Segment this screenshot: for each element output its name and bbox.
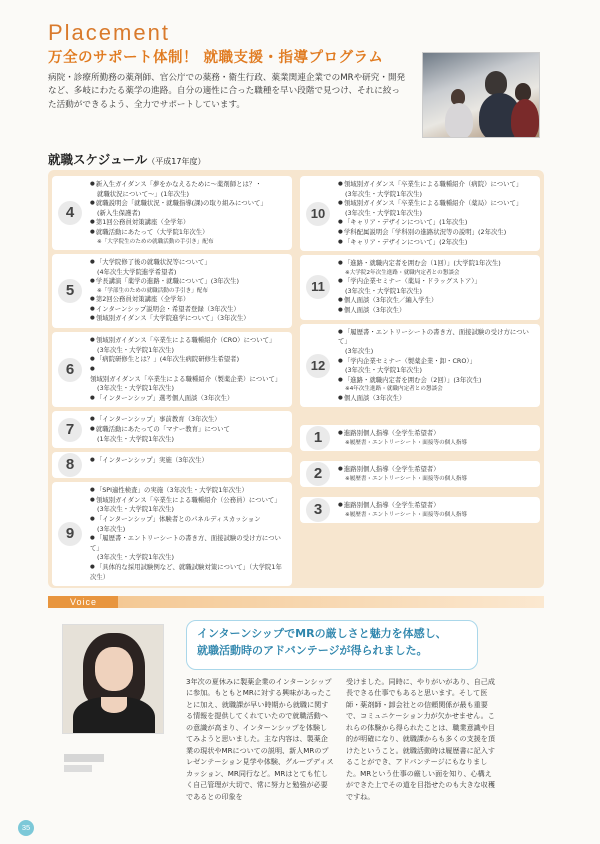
schedule-item: (3年次生・大学院1年次生) — [97, 384, 175, 393]
schedule-item: (3年次生・大学院1年次生) — [345, 286, 423, 295]
schedule-card-month-11 — [300, 255, 540, 319]
schedule-item: ● 進路別個人指導（全学生希望者） — [338, 501, 534, 511]
schedule-item: ● 「進路・就職内定者を囲む会（2回）」(3年次生) — [338, 376, 534, 386]
schedule-card-month-1 — [300, 425, 540, 451]
office-photo — [422, 52, 540, 138]
schedule-item: ● 学長講演「薬学の進路・就職について」(3年次生) — [90, 277, 286, 287]
month-number: 1 — [306, 426, 330, 450]
page-title: Placement — [48, 20, 170, 45]
schedule-item: ● 領域別ガイダンス「卒業生による職種紹介（製薬企業）について」 — [90, 365, 286, 384]
voice-bar — [48, 596, 544, 608]
schedule-item: ● 領域別ガイダンス「卒業生による職種紹介（薬局）について」 — [338, 199, 534, 209]
schedule-item: ● 「進路・就職内定者を囲む会（1回）」(大学院1年次生) — [338, 259, 534, 269]
schedule-item: ● 「学内企業セミナー（薬局・ドラッグストア）」 — [338, 277, 534, 287]
schedule-title: 就職スケジュール（平成17年度） — [48, 152, 206, 167]
voice-body-column-2: 受けました。同時に、やりがいがあり、自己成長できる仕事でもあると思います。そして医師・薬剤師・卸会社との信頼関係が最も重要で、コミュニケーション力が欠かせません。これらの体験から得られたことは、職業意識や目的が明確になり、就職課からも多くの支援を頂けたということ。就職活動時は履歴書に記入することができ、アドバンテージにもなりました。MRという仕事の厳しい面を知り、心構えができた上でその道を目指せたのも大きな収穫ですね。 — [346, 677, 495, 801]
schedule-item: ● 「キャリア・デザインについて」(1年次生) — [338, 218, 534, 228]
schedule-card-month-3 — [300, 497, 540, 523]
schedule-item: ● 就職活動にあたって（大学院1年次生） — [90, 228, 286, 238]
intro-text: 病院・診療所勤務の薬剤師、官公庁での薬務・衛生行政、薬業関連企業でのMRや研究・開発など、多岐にわたる薬学の進路。自分の適性に合った職種を早い段階で見つけ、それに絞った活動ができるよう、全力でサポートしています。 — [48, 73, 406, 110]
schedule-item: (3年次生・大学院1年次生) — [345, 208, 423, 217]
schedule-item: (1年次生・大学院1年次生) — [97, 434, 175, 443]
schedule-item: ● 就職説明会「就職状況・就職指導(課)の取り組みについて」 — [90, 199, 286, 209]
schedule-column-right — [300, 176, 540, 527]
schedule-item: 就職状況について～」(1年次生) — [97, 189, 190, 198]
month-number: 4 — [58, 201, 82, 225]
schedule-item: ● 個人面談（3年次生） — [338, 306, 534, 316]
schedule-item: ● 「大学院修了後の就職状況等について」 — [90, 258, 286, 268]
schedule-item: ● 「履歴書・エントリーシートの書き方、面接試験の受け方について」 — [90, 534, 286, 553]
schedule-note: ※ 「大学院生のための就職活動の手引き」配布 — [90, 238, 286, 246]
schedule-item: ● 「病院研修生とは？」(4年次生病院研修生希望者) — [90, 355, 286, 365]
schedule-item: ● 新入生ガイダンス「夢をかなえるために～薬剤師とは？・ — [90, 180, 286, 190]
voice-label: Voice — [48, 596, 118, 608]
schedule-column-left — [52, 176, 292, 590]
schedule-item: ● 領域別ガイダンス「卒業生による職種紹介（公務員）について」 — [90, 496, 286, 506]
month-number: 7 — [58, 418, 82, 442]
schedule-item: ● 「履歴書・エントリーシートの書き方、面接試験の受け方について」 — [338, 328, 534, 347]
schedule-card-month-8 — [52, 452, 292, 478]
schedule-item: ● 第1回公務員対策講座（全学年） — [90, 218, 286, 228]
page-subtitle: 万全のサポート体制！ 就職支援・指導プログラム — [48, 50, 384, 66]
schedule-note: ※ 4年次生進路・就職内定者との懇談会 — [338, 385, 534, 393]
schedule-item: ● 「キャリア・デザインについて」(2年次生) — [338, 238, 534, 248]
schedule-card-month-2 — [300, 461, 540, 487]
schedule-item: ● 就職活動にあたっての「マナー教育」について — [90, 425, 286, 435]
schedule-item: ● 「インターンシップ」事前教育（3年次生） — [90, 415, 286, 425]
student-name-blurred — [64, 754, 104, 762]
schedule-note: ※ 履歴書・エントリーシート・面接等の個人指導 — [338, 475, 534, 483]
schedule-item: (3年次生・大学院1年次生) — [345, 366, 423, 375]
schedule-item: ● 「学内企業セミナー（製薬企業・卸・CRO）」 — [338, 357, 534, 367]
schedule-item: ● 領域別ガイダンス「卒業生による職種紹介（病院）について」 — [338, 180, 534, 190]
schedule-item: ● 「インターンシップ」選考個人面談（3年次生） — [90, 394, 286, 404]
schedule-card-month-10 — [300, 176, 540, 251]
month-number: 11 — [306, 275, 330, 299]
schedule-item: (3年次生・大学院1年次生) — [97, 345, 175, 354]
month-number: 6 — [58, 358, 82, 382]
page-number: 35 — [18, 820, 34, 836]
schedule-item: ● 「SPI適性検査」の実施（3年次生・大学院1年次生） — [90, 486, 286, 496]
month-number: 8 — [58, 453, 82, 477]
schedule-item: ● 進路別個人指導（全学生希望者） — [338, 465, 534, 475]
schedule-item: (3年次生・大学院1年次生) — [345, 189, 423, 198]
student-photo — [62, 624, 164, 734]
schedule-board — [48, 170, 544, 588]
month-number: 12 — [306, 354, 330, 378]
schedule-note: ※ 大学院2年次生進路・就職内定者との懇談会 — [338, 269, 534, 277]
month-number: 10 — [306, 202, 330, 226]
schedule-item: (3年次生・大学院1年次生) — [97, 553, 175, 562]
schedule-card-month-7 — [52, 411, 292, 448]
month-number: 9 — [58, 522, 82, 546]
schedule-card-month-5 — [52, 254, 292, 328]
schedule-item: (3年次生・大学院1年次生) — [97, 505, 175, 514]
month-number: 3 — [306, 498, 330, 522]
schedule-card-month-6 — [52, 332, 292, 407]
schedule-item: ● 「具体的な採用試験例など、就職試験対策について」（大学院1年次生） — [90, 563, 286, 582]
schedule-item: ● 「インターンシップ」実施（3年次生） — [90, 456, 286, 466]
schedule-card-month-4 — [52, 176, 292, 250]
schedule-item: ● インターンシップ説明会・希望者登録（3年次生） — [90, 305, 286, 315]
schedule-item: ● 領域別ガイダンス「卒業生による職種紹介（CRO）について」 — [90, 336, 286, 346]
student-affiliation-blurred — [64, 765, 92, 772]
schedule-item: ● 第2回公務員対策講座（全学年） — [90, 295, 286, 305]
month-number: 5 — [58, 279, 82, 303]
schedule-note: ※ 履歴書・エントリーシート・面接等の個人指導 — [338, 511, 534, 519]
month-number: 2 — [306, 462, 330, 486]
schedule-note: ※ 「学部生のための就職活動の手引き」配布 — [90, 287, 286, 295]
schedule-item: ● 「インターンシップ」体験者とのパネルディスカッション — [90, 515, 286, 525]
schedule-item: ● 領域別ガイダンス「大学院進学について」（3年次生） — [90, 314, 286, 324]
schedule-item: ● 個人面談（3年次生） — [338, 394, 534, 404]
schedule-item: (3年次生) — [345, 346, 374, 355]
schedule-item: ● 進路別個人指導（全学生希望者） — [338, 429, 534, 439]
schedule-item: ● 学科配属説明会「学科別の進路状況等の説明」(2年次生) — [338, 228, 534, 238]
schedule-card-month-12 — [300, 324, 540, 408]
voice-headline: インターンシップでMRの厳しさと魅力を体感し、 就職活動時のアドバンテージが得られました。 — [186, 620, 478, 670]
voice-body-column-1: 3年次の夏休みに製薬企業のインターンシップに参加。もともとMRに対する興味があったことに加え、就職課が早い時期から就職に関する情報を提供してくれていたので就職活動への意識が高まり、インターンシップを体験してみようと思いました。主な内容は、製薬企業の現状やMRについての説明、新人MRのプレゼンテーション見学や体験、グループディスカッション、MR同行など。MRはとても忙しく自己管理が大切で、常に努力と勉強が必要であるとの印象を — [186, 677, 334, 801]
schedule-note: ※ 履歴書・エントリーシート・面接等の個人指導 — [338, 439, 534, 447]
schedule-item: (3年次生) — [97, 524, 126, 533]
schedule-card-month-9 — [52, 482, 292, 586]
schedule-item: ● 個人面談（3年次生／編入学生） — [338, 296, 534, 306]
schedule-item: (新入生保護者) — [97, 208, 141, 217]
schedule-item: (4年次生大学院進学希望者) — [97, 267, 177, 276]
